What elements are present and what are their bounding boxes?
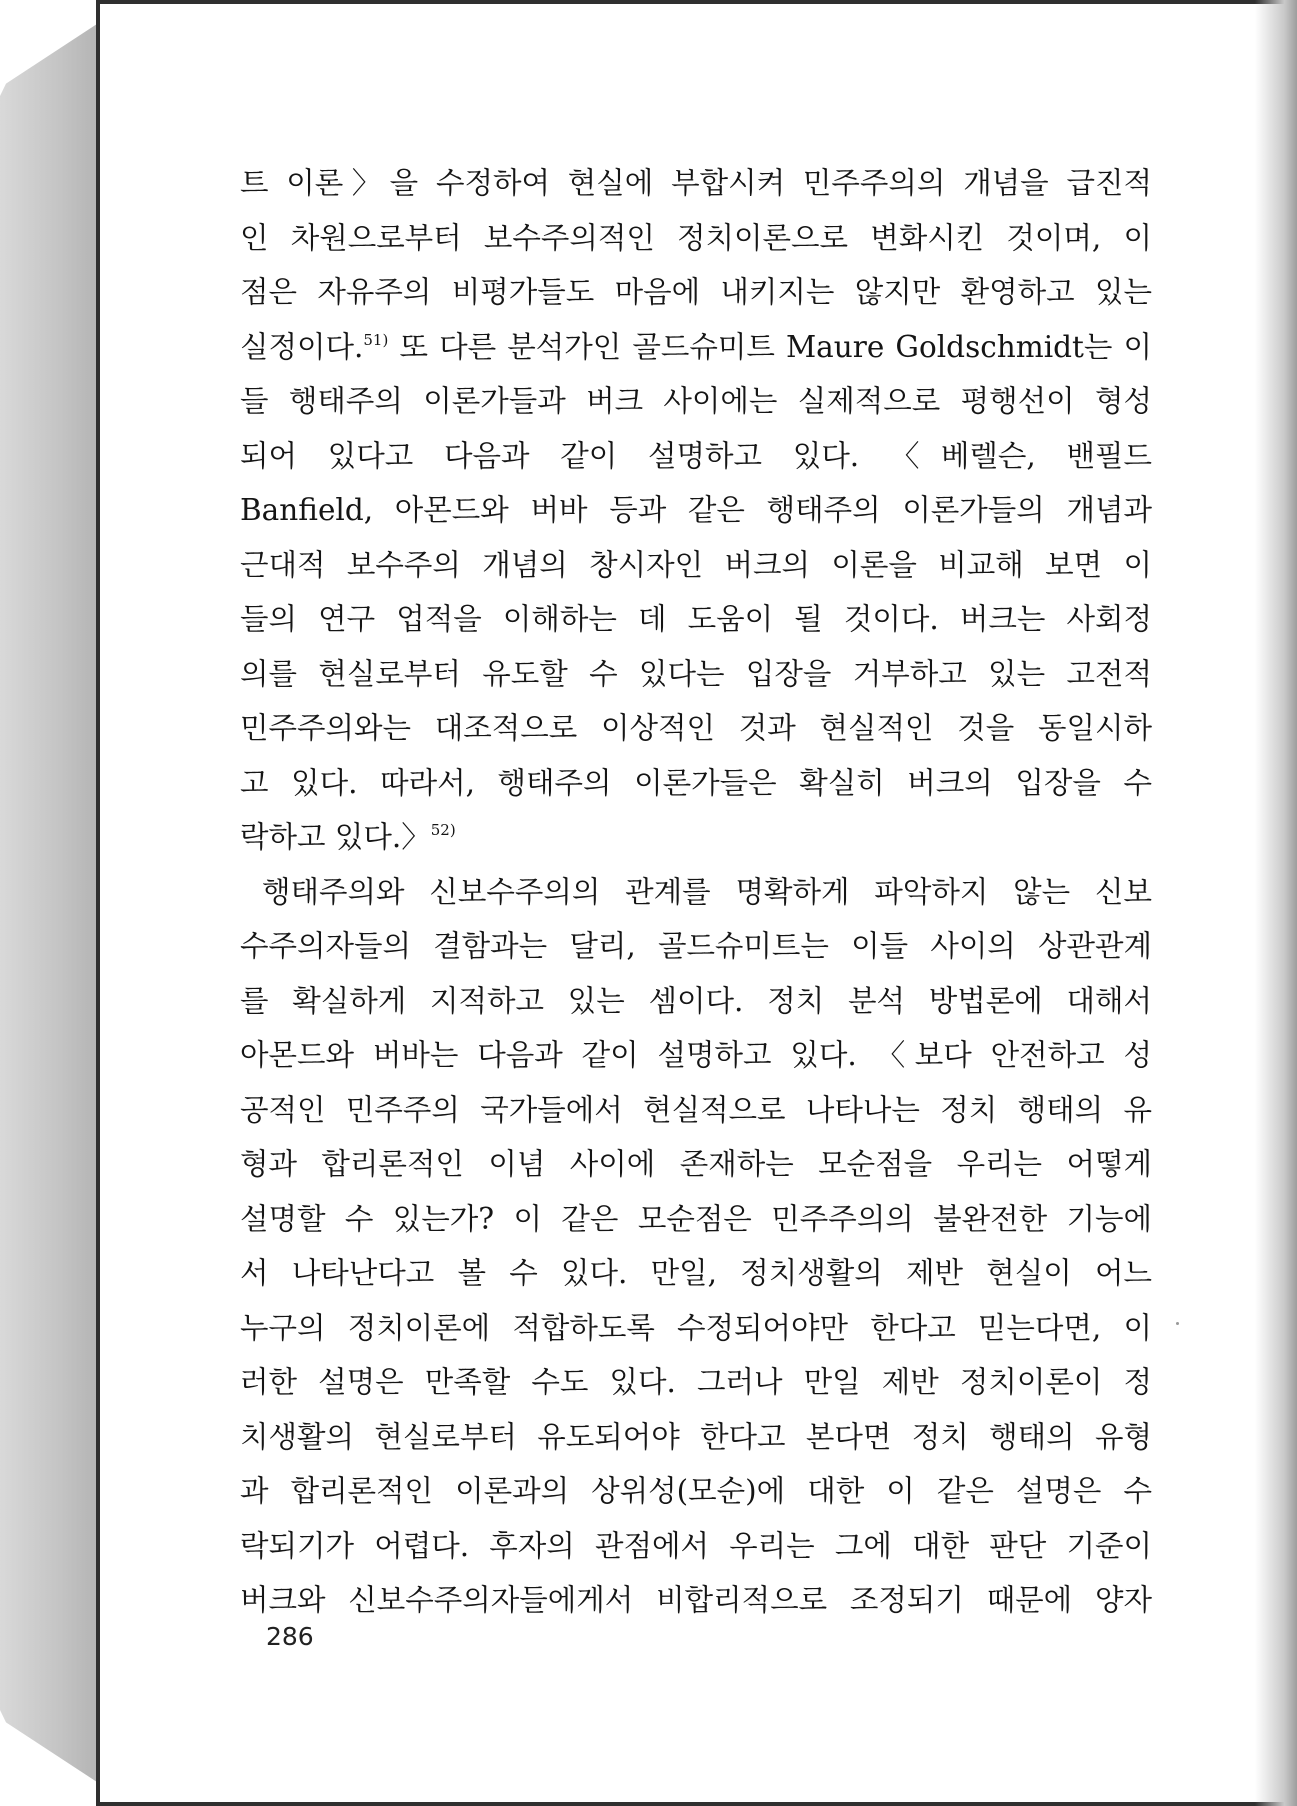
text-line: 아몬드와 버바는 다음과 같이 설명하고 있다. 〈보다 안전하고 성 xyxy=(240,1038,1152,1072)
text-line: 트 이론〉을 수정하여 현실에 부합시켜 민주주의의 개념을 급진적 xyxy=(240,166,1152,200)
book-spine xyxy=(0,22,100,1784)
text-line: 설명할 수 있는가? 이 같은 모순점은 민주주의의 불완전한 기능에 xyxy=(240,1201,1152,1236)
text-line: 과 합리론적인 이론과의 상위성(모순)에 대한 이 같은 설명은 수 xyxy=(240,1474,1152,1508)
text-line: 버크와 신보수주의자들에게서 비합리적으로 조정되기 때문에 양자 xyxy=(240,1583,1152,1617)
text-line: 수주의자들의 결함과는 달리, 골드슈미트는 이들 사이의 상관관계 xyxy=(240,929,1152,963)
text-line: 들의 연구 업적을 이해하는 데 도움이 될 것이다. 버크는 사회정 xyxy=(240,602,1152,636)
book-spine-edge xyxy=(96,0,100,1806)
text-line: 민주주의와는 대조적으로 이상적인 것과 현실적인 것을 동일시하 xyxy=(240,711,1152,745)
text-line: Banfield, 아몬드와 버바 등과 같은 행태주의 이론가들의 개념과 xyxy=(240,493,1152,527)
text-line: 치생활의 현실로부터 유도되어야 한다고 본다면 정치 행태의 유형 xyxy=(240,1419,1152,1454)
text-line: 근대적 보수주의 개념의 창시자인 버크의 이론을 비교해 보면 이 xyxy=(240,547,1152,582)
book-bottom-edge xyxy=(96,1802,1297,1806)
text-line: 고 있다. 따라서, 행태주의 이론가들은 확실히 버크의 입장을 수 xyxy=(240,765,1152,800)
text-line: 의를 현실로부터 유도할 수 있다는 입장을 거부하고 있는 고전적 xyxy=(240,656,1152,691)
text-line: 누구의 정치이론에 적합하도록 수정되어야만 한다고 믿는다면, 이 xyxy=(240,1310,1152,1345)
footnote-ref-51: 51) xyxy=(363,330,389,349)
text-line: 를 확실하게 지적하고 있는 셈이다. 정치 분석 방법론에 대해서 xyxy=(240,983,1152,1018)
page-body-text xyxy=(240,156,1152,1628)
text-line: 형과 합리론적인 이념 사이에 존재하는 모순점을 우리는 어떻게 xyxy=(240,1147,1152,1181)
text-line: 락하고 있다.〉$^{52)}$ xyxy=(240,820,456,854)
text-line: 행태주의와 신보수주의의 관계를 명확하게 파악하지 않는 신보 xyxy=(262,874,1152,909)
page-right-shadow xyxy=(1255,0,1297,1806)
text-line: 인 차원으로부터 보수주의적인 정치이론으로 변화시킨 것이며, 이 xyxy=(240,220,1152,255)
text-line: 락되기가 어렵다. 후자의 관점에서 우리는 그에 대한 판단 기준이 xyxy=(240,1528,1152,1563)
text-line: 서 나타난다고 볼 수 있다. 만일, 정치생활의 제반 현실이 어느 xyxy=(240,1256,1152,1290)
text-line: 실정이다.$^{51)}$ 또 다른 분석가인 골드슈미트 Maure Goldschmidt는 이 xyxy=(240,329,1152,364)
text-line: 들 행태주의 이론가들과 버크 사이에는 실제적으로 평행선이 형성 xyxy=(240,384,1152,418)
text-line: 되어 있다고 다음과 같이 설명하고 있다. 〈베렐슨, 밴필드 xyxy=(240,438,1152,473)
book-top-edge xyxy=(96,0,1297,4)
page-number: 286 xyxy=(266,1622,314,1651)
text-line: 점은 자유주의 비평가들도 마음에 내키지는 않지만 환영하고 있는 xyxy=(240,275,1152,309)
stray-mark xyxy=(1176,1322,1179,1325)
text-line: 러한 설명은 만족할 수도 있다. 그러나 만일 제반 정치이론이 정 xyxy=(240,1365,1152,1399)
footnote-ref-52: 52) xyxy=(430,821,456,839)
text-line: 공적인 민주주의 국가들에서 현실적으로 나타나는 정치 행태의 유 xyxy=(240,1092,1152,1127)
